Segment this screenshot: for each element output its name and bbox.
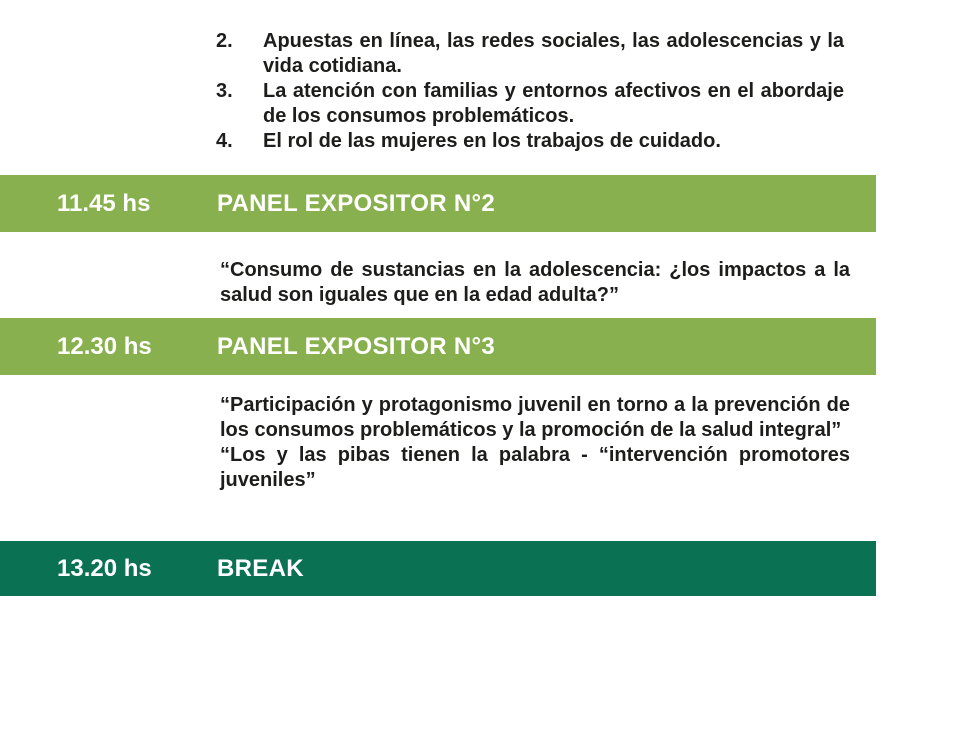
- schedule-time: 12.30 hs: [57, 332, 152, 360]
- schedule-band-panel-2: [0, 175, 876, 232]
- topic-number: 3.: [216, 80, 233, 102]
- topic-text: La atención con familias y entornos afectivos en el abordaje de los consumos problemáticos.: [263, 80, 844, 127]
- topic-number: 2.: [216, 30, 233, 52]
- schedule-title: PANEL EXPOSITOR N°2: [217, 189, 496, 217]
- topic-item: [216, 129, 844, 154]
- topic-text: Apuestas en línea, las redes sociales, las adolescencias y la vida cotidiana.: [263, 30, 844, 77]
- schedule-title: PANEL EXPOSITOR N°3: [217, 332, 496, 360]
- topic-item: [216, 29, 844, 79]
- topics-list: [216, 29, 844, 154]
- panel-3-quote-1: “Participación y protagonismo juvenil en torno a la prevención de los consumos problemáticos y la promoción de la salud integral”: [220, 394, 850, 441]
- panel-3-description: [220, 393, 850, 493]
- schedule-band-break: [0, 541, 876, 596]
- topic-text: El rol de las mujeres en los trabajos de cuidado.: [263, 130, 721, 152]
- schedule-title: BREAK: [217, 554, 304, 582]
- schedule-band-panel-3: [0, 318, 876, 375]
- panel-2-quote: “Consumo de sustancias en la adolescencia: ¿los impactos a la salud son iguales que en la edad adulta?”: [220, 259, 850, 306]
- topic-item: [216, 79, 844, 129]
- schedule-time: 13.20 hs: [57, 554, 152, 582]
- panel-3-quote-2: “Los y las pibas tienen la palabra - “intervención promotores juveniles”: [220, 444, 850, 491]
- topic-number: 4.: [216, 130, 233, 152]
- schedule-time: 11.45 hs: [57, 189, 151, 217]
- panel-2-description: [220, 258, 850, 308]
